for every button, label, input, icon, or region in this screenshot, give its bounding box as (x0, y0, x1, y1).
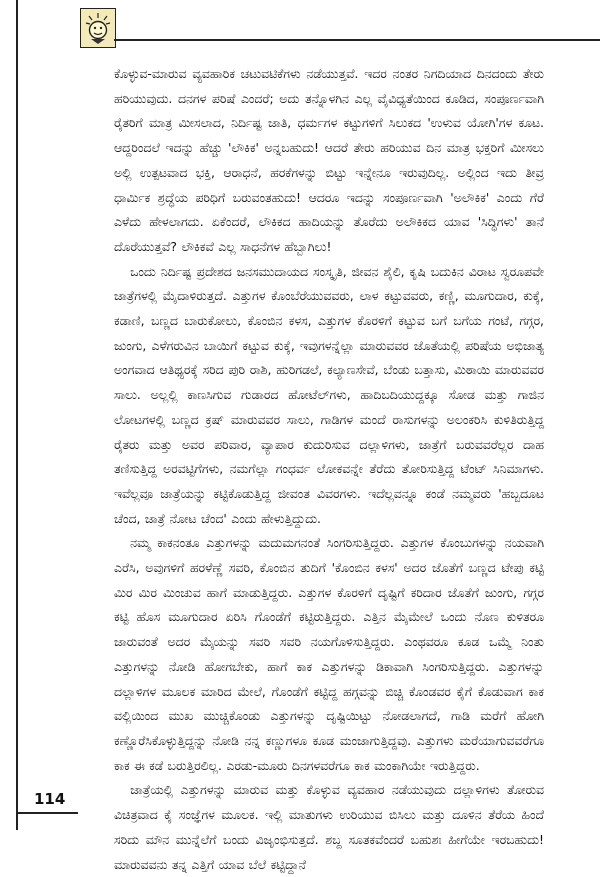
header-logo (80, 8, 116, 48)
paragraph: ನಮ್ಮ ಕಾಕನಂತೂ ಎತ್ತುಗಳನ್ನು ಮದುಮಗನಂತೆ ಸಿಂಗರಿಸುತ್ತಿದ್ದರು. ಎತ್ತುಗಳ ಕೊಂಬುಗಳನ್ನು ನಯವಾಗಿ ಎರೆಸಿ, ಅವುಗಳಿಗೆ ಹರಳೆಣ್ಣೆ ಸವರಿ, ಕೊಂಬಿನ ತುದಿಗೆ 'ಕೊಂಬಿನ ಕಳಸ' ಅದರ ಜೊತೆಗೆ ಬಣ್ಣದ ಟೇಪು ಕಟ್ಟಿ ಮಿರ ಮಿರ ಮಿಂಚುವ ಹಾಗೆ ಮಾಡುತ್ತಿದ್ದರು. ಎತ್ತುಗಳ ಕೊರಳಿಗೆ ದೃಷ್ಟಿಗೆ ಕರಿದಾರ ಜೊತೆಗೆ ಜುಂಗು, ಗಗ್ಗರ ಕಟ್ಟಿ ಹೊಸ ಮೂಗುದಾರ ಏರಿಸಿ ಗೊಂಡೆಗೆ ಕಟ್ಟಿರುತ್ತಿದ್ದರು. ಎತ್ತಿನ ಮೈಮೇಲೆ ಒಂದು ನೊಣ ಕುಳಿತರೂ ಜಾರುವಂತೆ ಅದರ ಮೈಯನ್ನು ಸವರಿ ಸವರಿ ನಯಗೊಳಿಸುತ್ತಿದ್ದರು. ಎಂಥವರೂ ಕೂಡ ಒಮ್ಮೆ ನಿಂತು ಎತ್ತುಗಳನ್ನು ನೋಡಿ ಹೋಗಬೇಕು, ಹಾಗೆ ಕಾಕ ಎತ್ತುಗಳನ್ನು ಡಿಕಾವಾಗಿ ಸಿಂಗರಿಸುತ್ತಿದ್ದರು. ಎತ್ತುಗಳನ್ನು ದಲ್ಲಾಳಿಗಳ ಮೂಲಕ ಮಾರಿದ ಮೇಲೆ, ಗೊಂಡೆಗೆ ಕಟ್ಟಿದ್ದ ಹಗ್ಗವನ್ನು ಬಿಚ್ಚಿ ಕೊಂಡವರ ಕೈಗೆ ಕೊಡುವಾಗ ಕಾಕ ವಲ್ಲಿಯಿಂದ ಮುಖ ಮುಚ್ಚಿಕೊಂಡು ಎತ್ತುಗಳನ್ನು ದೃಷ್ಟಿಯಿಟ್ಟು ನೋಡಲಾಗದೆ, ಗಾಡಿ ಮರೆಗೆ ಹೋಗಿ ಕಣ್ಣೊರೆಸಿಕೊಳ್ಳುತ್ತಿದ್ದನ್ನು ನೋಡಿ ನನ್ನ ಕಣ್ಣುಗಳೂ ಕೂಡ ಮಂಜಾಗುತ್ತಿದ್ದವು. ಎತ್ತುಗಳು ಮರೆಯಾಗುವವರೆಗೂ ಕಾಕ ಈ ಕಡೆ ಬರುತ್ತಿರಲಿಲ್ಲ. ಎರಡು-ಮೂರು ದಿನಗಳವರೆಗೂ ಕಾಕ ಮಂಕಾಗಿಯೇ ಇರುತ್ತಿದ್ದರು. (114, 535, 544, 773)
body-text (114, 62, 544, 877)
header-rule (114, 39, 600, 41)
footer-rule (16, 812, 78, 814)
face-emblem-icon (81, 9, 115, 47)
paragraph: ಕೊಳ್ಳುವ-ಮಾರುವ ವ್ಯವಹಾರಿಕ ಚಟುವಟಿಕೆಗಳು ನಡೆಯುತ್ತವೆ. ಇದರ ನಂತರ ನಿಗದಿಯಾದ ದಿನದಂದು ತೇರು ಹರಿಯುವುದು. ದನಗಳ ಪರಿಷೆ ಎಂದರೆ; ಅದು ತನ್ನೊಳಗಿನ ಎಲ್ಲ ವೈವಿಧ್ಯತೆಯಿಂದ ಕೂಡಿದ, ಸಂಪೂರ್ಣವಾಗಿ ರೈತರಿಗೆ ಮಾತ್ರ ಮೀಸಲಾದ, ನಿರ್ದಿಷ್ಟ ಜಾತಿ, ಧರ್ಮಗಳ ಕಟ್ಟುಗಳಿಗೆ ಸಿಲುಕದ 'ಉಳುವ ಯೋಗಿ'ಗಳ ಕೂಟ. ಆದ್ದರಿಂದಲೆ ಇದನ್ನು ಹೆಚ್ಚು 'ಲೌಕಿಕ' ಅನ್ನಬಹುದು! ಆದರೆ ತೇರು ಹರಿಯುವ ದಿನ ಮಾತ್ರ ಭಕ್ತರಿಗೆ ಮೀಸಲು ಅಲ್ಲಿ ಉತ್ಪಟವಾದ ಭಕ್ತಿ, ಆರಾಧನೆ, ಹರಕೆಗಳನ್ನು ಬಿಟ್ಟು ಇನ್ನೇನೂ ಇರುವುದಿಲ್ಲ. ಅಲ್ಲಿಂದ ಇದು ತೀವ್ರ ಧಾರ್ಮಿಕ ಶ್ರದ್ಧೆಯ ಪರಿಧಿಗೆ ಬರುವಂತಹುದು! ಆದರೂ ಇದನ್ನು ಸಂಪೂರ್ಣವಾಗಿ 'ಅಲೌಕಿಕ' ಎಂದು ಗೆರೆ ಎಳೆದು ಹೇಳಲಾಗದು. ಏಕೆಂದರೆ, ಲೌಕಿಕದ ಹಾದಿಯನ್ನು ತೊರೆದು ಅಲೌಕಿಕದ ಯಾವ 'ಸಿದ್ಧಿಗಳು' ತಾನೆ ದೊರೆಯುತ್ತವೆ? ಲೌಕಿಕವೆ ಎಲ್ಲ ಸಾಧನೆಗಳ ಹೆಬ್ಬಾಗಿಲು! (114, 66, 544, 254)
paragraph: ಜಾತ್ರೆಯಲ್ಲಿ ಎತ್ತುಗಳನ್ನು ಮಾರುವ ಮತ್ತು ಕೊಳ್ಳುವ ವ್ಯವಹಾರ ನಡೆಯುವುದು ದಲ್ಲಾಳಿಗಳು ತೋರುವ ವಿಚಿತ್ರವಾದ ಕೈ ಸಂಜ್ಞೆಗಳ ಮೂಲಕ. ಇಲ್ಲಿ ಮಾತುಗಳು ಉರಿಯುವ ಬಿಸಿಲು ಮತ್ತು ದೂಳಿನ ತೆರೆಯ ಹಿಂದೆ ಸರಿದು ಮೌನ ಮುನ್ನೆಲೆಗೆ ಬಂದು ವಿಜೃಂಭಿಸುತ್ತದೆ. ಶಬ್ದ ಸೂತಕವೆಂದರೆ ಬಹುಶಃ ಹೀಗೆಯೇ ಇರಬಹುದು! ಮಾರುವವನು ತನ್ನ ಎತ್ತಿಗೆ ಯಾವ ಬೆಲೆ ಕಟ್ಟಿದ್ದಾನೆ (114, 782, 544, 872)
paragraph: ಒಂದು ನಿರ್ದಿಷ್ಟ ಪ್ರದೇಶದ ಜನಸಮುದಾಯದ ಸಂಸ್ಕೃತಿ, ಜೀವನ ಶೈಲಿ, ಕೃಷಿ ಬದುಕಿನ ವಿರಾಟ ಸ್ವರೂಪವೇ ಜಾತ್ರೆಗಳಲ್ಲಿ ಮೈದಾಳಿರುತ್ತದೆ. ಎತ್ತುಗಳ ಕೊಂಬೆರೆಯುವವರು, ಲಾಳ ಕಟ್ಟುವವರು, ಕಣ್ಣಿ, ಮೂಗುದಾರ, ಕುಕ್ಕೆ, ಕಡಾಣಿ, ಬಣ್ಣದ ಬಾರುಕೋಲು, ಕೊಂಬಿನ ಕಳಸ, ಎತ್ತುಗಳ ಕೊರಳಿಗೆ ಕಟ್ಟುವ ಬಗೆ ಬಗೆಯ ಗಂಟೆ, ಗಗ್ಗರ, ಜುಂಗು, ಎಳೆಗರುವಿನ ಬಾಯಿಗೆ ಕಟ್ಟುವ ಕುಕ್ಕೆ, ಇವುಗಳನ್ನೆಲ್ಲಾ ಮಾರುವವರ ಜೊತೆಯಲ್ಲಿ ಪರಿಷೆಯ ಅಭಿಜಾತ್ಯ ಅಂಗವಾದ ಆತಿಥ್ಯರಕ್ಕೆ ಸರಿದ ಪುರಿ ರಾಶಿ, ಹುರಿಗಡಲೆ, ಕಲ್ಯಾಣಸೇವೆ, ಬೆಂಡು ಬತ್ತಾಸು, ಮಿಠಾಯಿ ಮಾರುವವರ ಸಾಲು. ಅಲ್ಲಲ್ಲಿ ಕಾಣಸಿಗುವ ಗುಡಾರದ ಹೋಟೆಲ್‌ಗಳು, ಹಾದಿಬದಿಯುದ್ದಕ್ಕೂ ಸೋಡ ಮತ್ತು ಗಾಜಿನ ಲೋಟಗಳಲ್ಲಿ ಬಣ್ಣದ ಕ್ರಷ್ ಮಾರುವವರ ಸಾಲು, ಗಾಡಿಗಳ ಮಂದೆ ರಾಸುಗಳನ್ನು ಅಲಂಕರಿಸಿ ಕುಳಿತಿರುತ್ತಿದ್ದ ರೈತರು ಮತ್ತು ಅವರ ಪರಿವಾರ, ವ್ಯಾಪಾರ ಕುದುರಿಸುವ ದಲ್ಲಾಳಿಗಳು, ಜಾತ್ರೆಗೆ ಬರುವವರೆಲ್ಲರ ದಾಹ ತಣಿಸುತ್ತಿದ್ದ ಅರವಟ್ಟಿಗೆಗಳು, ನಮಗೆಲ್ಲಾ ಗಂಧರ್ವ ಲೋಕವನ್ನೇ ತೆರೆದು ತೋರಿಸುತ್ತಿದ್ದ ಟೆಂಟ್ ಸಿನಿಮಾಗಳು. ಇವೆಲ್ಲವೂ ಜಾತ್ರೆಯನ್ನು ಕಟ್ಟಿಕೊಡುತ್ತಿದ್ದ ಜೀವಂತ ವಿವರಗಳು. ಇದೆಲ್ಲವನ್ನೂ ಕಂಡೆ ನಮ್ಮವರು 'ಹಬ್ಬದೂಟ ಚೆಂದ, ಜಾತ್ರೆ ನೋಟ ಚೆಂದ' ಎಂದು ಹೇಳುತ್ತಿದ್ದುದು. (114, 263, 544, 526)
page-left-rule (16, 0, 18, 830)
page-number: 114 (34, 790, 66, 808)
